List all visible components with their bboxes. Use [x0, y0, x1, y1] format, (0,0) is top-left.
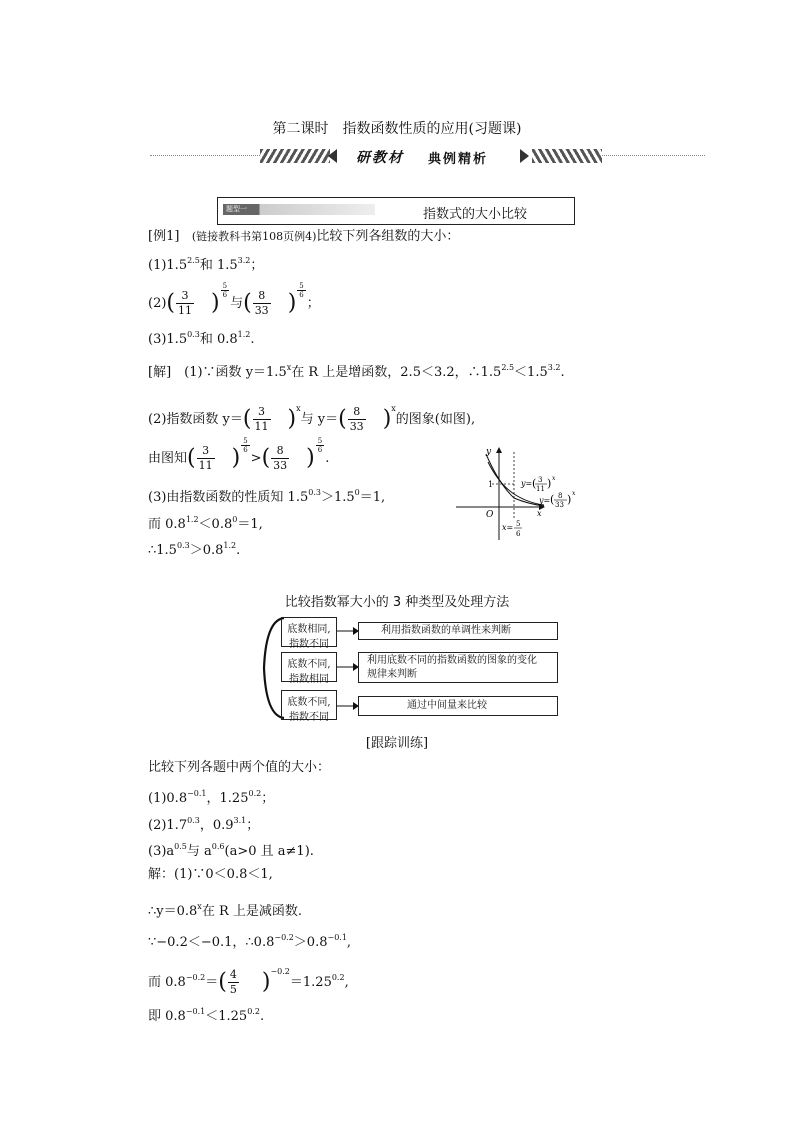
vline-label-den: 6 — [516, 530, 521, 538]
practice-q3: $(3)a^{0.5}$与 $a^{0.6}(a>0$ 且 a≠1). — [148, 842, 314, 859]
banner-dotted-line-left — [150, 155, 260, 156]
example-heading — [148, 228, 459, 246]
banner-bold-label: 研教材 — [356, 150, 404, 166]
curve1-label-num: 3 — [538, 476, 543, 484]
method-condition-2: 底数不同, 指数相同 — [281, 652, 337, 682]
example-q1: $(1)1.5^{2.5}$和 $1.5^{3.2}$； — [148, 256, 264, 273]
method-condition-3: 底数不同, 指数不同 — [281, 690, 337, 720]
method-condition-1: 底数相同, 指数不同 — [281, 617, 337, 647]
curve1-label-prefix: y= — [521, 479, 533, 488]
curve2-label-num: 8 — [558, 492, 563, 500]
solution-line-2: (2)指数函数 y＝( $\frac{3}{11}$ )$^x$与 y＝( $\frac{8}{33}$ )$^x$的图象(如图), — [148, 404, 476, 433]
example-q3: $(3)1.5^{0.3}$和 $0.8^{1.2}$. — [148, 330, 255, 347]
svg-text:(: ( — [550, 493, 555, 506]
practice-answer-2: $\therefore y=0.8^x$在 R 上是减函数. — [148, 902, 302, 919]
svg-text:): ) — [547, 477, 552, 490]
tick-label-one: 1 — [488, 480, 494, 489]
banner-stripes-right — [532, 149, 602, 163]
practice-q1: $(1)0.8^{-0.1}$，$1.25^{0.2}$； — [148, 789, 275, 806]
method-action-1: 利用指数函数的单调性来判断 — [358, 622, 558, 640]
practice-q2: $(2)1.7^{0.3}$，$0.9^{3.1}$； — [148, 816, 260, 833]
banner-stripes-left — [260, 149, 330, 163]
solution-line-5: 而 $0.8^{1.2}<0.8^0=1$, — [148, 515, 263, 532]
svg-text:x: x — [572, 490, 576, 497]
practice-answer-5: 即 $0.8^{-0.1}<1.25^{0.2}$. — [148, 1007, 265, 1024]
curve2-label-den: 33 — [555, 501, 564, 509]
curve1-label-den: 11 — [536, 485, 545, 493]
banner-arrow-right-icon — [520, 149, 529, 163]
vline-label-prefix: x= — [502, 523, 514, 532]
example-reference: (链接教科书第108页例4) — [191, 230, 317, 243]
section-banner — [150, 148, 705, 167]
practice-prompt: 比较下列各题中两个值的大小： — [148, 760, 331, 775]
solution-line-3: 由图知( $\frac{3}{11}$ ) $\frac{5}{6}$ >( $\frac{8}{33}$ ) $\frac{5}{6}$ . — [148, 437, 330, 472]
svg-text:(: ( — [532, 477, 537, 490]
practice-answer-1: 解：(1)∵0＜0.8＜1, — [148, 867, 273, 882]
example-q2: (2)( $\frac{3}{11}$ ) $\frac{5}{6}$ 与( $\frac{8}{33}$ ) $\frac{5}{6}$ ； — [148, 282, 320, 317]
practice-answer-4: 而 $0.8^{-0.2}=$( $\frac{4}{5}$ )$^{-0.2}=1.25^{0.2}$, — [148, 967, 349, 996]
vline-label-num: 5 — [516, 520, 521, 528]
section-header-box — [217, 197, 575, 225]
banner-arrow-left-icon — [328, 149, 337, 163]
solution-line-4: (3)由指数函数的性质知 $1.5^{0.3}>1.5^0=1$, — [148, 488, 386, 505]
section-title: 指数式的大小比较 — [423, 207, 528, 222]
section-tag-label: 题型一 — [226, 205, 247, 213]
x-axis-label: x — [537, 509, 542, 518]
page-title: 第二课时 指数函数性质的应用(习题课) — [272, 121, 522, 137]
practice-label: [跟踪训练] — [365, 736, 429, 751]
example-prompt: 比较下列各组数的大小： — [316, 229, 460, 244]
y-axis-label: y — [486, 447, 492, 457]
banner-label: 典例精析 — [428, 152, 489, 167]
method-action-3: 通过中间量来比较 — [358, 696, 558, 716]
method-action-2: 利用底数不同的指数函数的图象的变化 规律来判断 — [358, 652, 558, 683]
banner-dotted-line-right — [602, 155, 705, 156]
section-tag — [223, 204, 375, 215]
practice-answer-3: ∵−0.2＜−0.1，$\therefore 0.8^{-0.2}>0.8^{-0.1}$, — [148, 933, 352, 950]
svg-text:): ) — [567, 493, 572, 506]
example-label: [例1] — [148, 229, 180, 244]
exponential-graph — [452, 440, 602, 545]
solution-line-6: $\therefore 1.5^{0.3}>0.8^{1.2}$. — [148, 541, 241, 558]
svg-text:x: x — [552, 475, 556, 482]
solution-line-1: [解] (1)∵函数 $y=1.5^x$在 R 上是增函数，2.5＜3.2，$\therefore 1.5^{2.5}<1.5^{3.2}$. — [148, 363, 565, 380]
method-title: 比较指数幂大小的 3 种类型及处理方法 — [284, 595, 510, 610]
curve2-label-prefix: y= — [539, 496, 551, 505]
origin-label: O — [486, 510, 494, 520]
